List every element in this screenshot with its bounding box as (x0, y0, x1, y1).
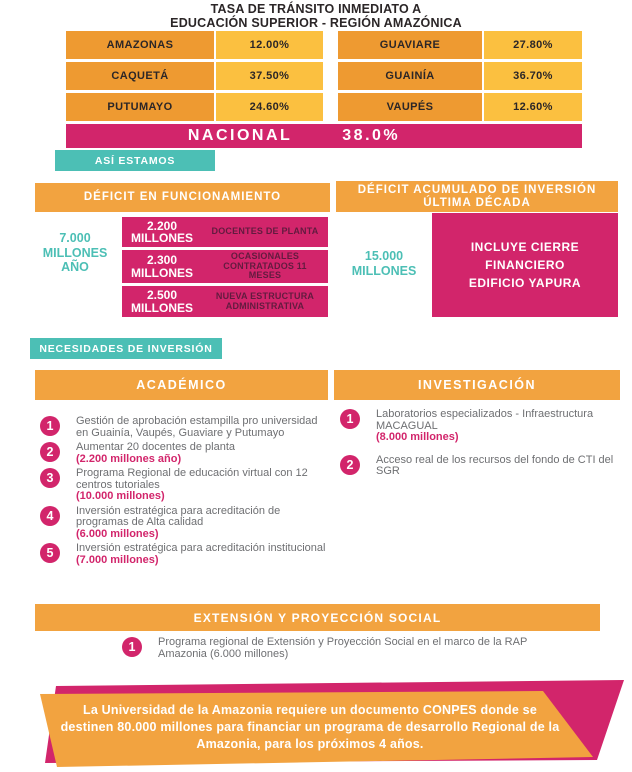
note-line: FINANCIERO (485, 258, 565, 272)
note-line: EDIFICIO YAPURA (468, 276, 582, 290)
deficit-item (122, 286, 328, 317)
deficit-items (122, 217, 328, 317)
item-text: Programa regional de Extensión y Proyección Social en el marco de la RAP Amazonia (6.000 millones) (158, 636, 528, 660)
list-item (340, 409, 620, 444)
region-cell: AMAZONAS (66, 31, 214, 59)
total-line: MILLONES (351, 264, 417, 278)
table-row (66, 62, 323, 90)
list-item (40, 442, 330, 465)
page-title (0, 3, 632, 30)
national-rate-value: 38.0% (342, 127, 401, 144)
academico-list (40, 416, 330, 569)
region-cell: GUAINÍA (338, 62, 482, 90)
rate-cell: 12.60% (484, 93, 582, 121)
page-title-line1: TASA DE TRÁNSITO INMEDIATO A (210, 2, 422, 16)
note-line: INCLUYE CIERRE (470, 240, 580, 254)
section-bar-necesidades: NECESIDADES DE INVERSIÓN (30, 338, 222, 359)
deficit-label: DOCENTES DE PLANTA (211, 226, 319, 237)
item-number-badge: 1 (122, 637, 142, 657)
region-cell: GUAVIARE (338, 31, 482, 59)
item-amount: (6.000 millones) (76, 527, 159, 540)
item-text: Gestión de aprobación estampilla pro universidad en Guainía, Vaupés, Guaviare y Putumayo (76, 415, 318, 439)
item-text: Programa Regional de educación virtual con 12 centros tutoriales (76, 467, 308, 491)
item-text: Laboratorios especializados - Infraestructura MACAGUAL (376, 408, 594, 432)
rate-cell: 27.80% (484, 31, 582, 59)
list-item (40, 468, 330, 503)
item-text: Inversión estratégica para acreditación institucional (76, 542, 326, 554)
deficit-funcionamiento-header: DÉFICIT EN FUNCIONAMIENTO (35, 183, 330, 212)
academico-header: ACADÉMICO (35, 370, 328, 400)
total-line: MILLONES (42, 245, 108, 260)
investigacion-header: INVESTIGACIÓN (334, 370, 620, 400)
extension-header: EXTENSIÓN Y PROYECCIÓN SOCIAL (35, 604, 600, 631)
national-rate-bar (66, 124, 582, 148)
item-text: Inversión estratégica para acreditación de programas de Alta calidad (76, 504, 281, 528)
conpes-banner-text: La Universidad de la Amazonia requiere un documento CONPES donde se destinen 80.000 millones para financiar un programa de desarrollo Regional de la Amazonia, para los próximos 4 años. (60, 703, 560, 751)
item-number-badge: 1 (340, 409, 360, 429)
item-number-badge: 2 (340, 455, 360, 475)
deficit-funcionamiento-total (28, 231, 122, 275)
deficit-amount: 2.500 MILLONES (131, 288, 193, 315)
item-number-badge: 1 (40, 416, 60, 436)
item-number-badge: 5 (40, 543, 60, 563)
table-row (338, 62, 582, 90)
item-number-badge: 2 (40, 442, 60, 462)
item-number-badge: 4 (40, 506, 60, 526)
rate-cell: 24.60% (216, 93, 323, 121)
deficit-amount: 2.200 MILLONES (131, 218, 193, 245)
region-cell: CAQUETÁ (66, 62, 214, 90)
item-amount: (7.000 millones) (76, 553, 159, 566)
deficit-amount: 2.300 MILLONES (131, 253, 193, 280)
list-item (40, 416, 330, 439)
deficit-inversion-note (432, 213, 618, 317)
item-amount: (10.000 millones) (76, 490, 165, 502)
rate-cell: 36.70% (484, 62, 582, 90)
deficit-label: OCASIONALES CONTRATADOS 11 MESES (223, 251, 307, 281)
deficit-item (122, 250, 328, 283)
rate-cell: 12.00% (216, 31, 323, 59)
item-amount: (8.000 millones) (376, 431, 459, 443)
deficit-inversion-total (336, 249, 432, 279)
item-number-badge: 3 (40, 468, 60, 488)
total-line: 15.000 (364, 249, 404, 263)
region-cell: VAUPÉS (338, 93, 482, 121)
item-amount: (2.200 millones año) (76, 452, 182, 465)
section-bar-asi-estamos: ASÍ ESTAMOS (55, 150, 215, 171)
list-item (40, 543, 330, 566)
item-text: Acceso real de los recursos del fondo de CTI del SGR (376, 453, 614, 477)
table-row (338, 31, 582, 59)
region-cell: PUTUMAYO (66, 93, 214, 121)
table-row (66, 31, 323, 59)
table-row (66, 93, 323, 121)
page-title-line2: EDUCACIÓN SUPERIOR - REGIÓN AMAZÓNICA (170, 15, 462, 30)
deficit-label: NUEVA ESTRUCTURA ADMINISTRATIVA (215, 291, 315, 311)
list-item (122, 637, 542, 660)
rate-cell: 37.50% (216, 62, 323, 90)
investigacion-list (340, 409, 620, 481)
item-text: Aumentar 20 docentes de planta (76, 441, 236, 453)
table-row (338, 93, 582, 121)
deficit-inversion-header: DÉFICIT ACUMULADO DE INVERSIÓN ÚLTIMA DÉCADA (336, 181, 618, 212)
total-line: AÑO (61, 260, 89, 274)
list-item (40, 506, 330, 541)
national-label: NACIONAL (187, 127, 293, 144)
list-item (340, 455, 620, 478)
total-line: 7.000 (59, 231, 91, 245)
deficit-item (122, 217, 328, 247)
